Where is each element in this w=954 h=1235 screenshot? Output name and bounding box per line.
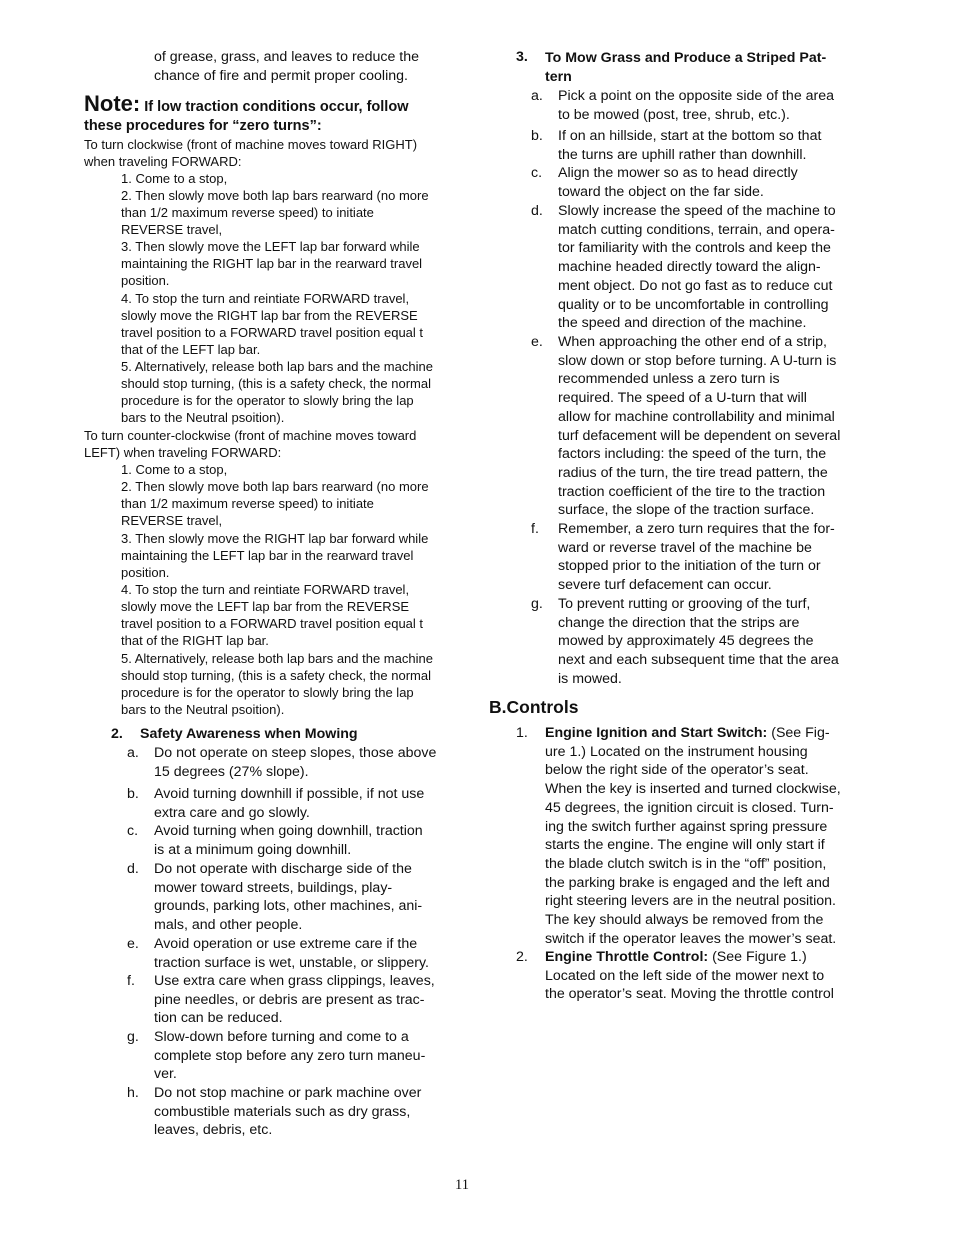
manual-page: of grease, grass, and leaves to reduce the chance of fire and permit proper cooling. Note: If low traction conditions occur, follow these procedures for “zero turns”: To turn clockwise (front of machine moves toward RIGHT) when traveling FORWARD: 1. Come to a stop, 2. Then slowly move both lap bars rearward (no more than 1/2 maximum reverse speed) to initiate REVERSE travel, 3. Then slowly move the LEFT lap bar forward while maintaining the RIGHT lap bar in the rearward travel position. 4. To stop the turn and reintiate FORWARD travel, slowly move the RIGHT lap bar from the REVERSE travel position to a FORWARD travel position equal t that of the LEFT lap bar. 5. Alternatively, release both lap bars and the machine should stop turning, (this is a safety check, the normal procedure is for the operator to slowly bring the lap bars to the Neutral psoition). To turn counter-clockwise (front of machine moves toward LEFT) when traveling FORWARD: 1. Come to a stop, 2. Then slowly move both lap bars rearward (no more than 1/2 maximum reverse speed) to initiate REVERSE travel, 3. Then slowly move the RIGHT lap bar forward while maintaining the LEFT lap bar in the rearward travel position. 4. To stop the turn and reintiate FORWARD travel, slowly move the LEFT lap bar from the REVERSE travel position to a FORWARD travel position equal t that of the RIGHT lap bar. 5. Alternatively, release both lap bars and the machine should stop turning, (this is a safety check, the normal procedure is for the operator to slowly bring the lap bars to the Neutral psoition). 2. Safety Awareness when Mowing a. Do not operate on steep slopes, those above 15 degrees (27% slope). b. Avoid turning downhill if possible, if not use extra care and go slowly. c. Avoid turning when going downhill, traction is at a minimum going downhill. d. Do not operate with discharge side of the mower toward streets, buildings, play- grounds, parking lots, other machines, ani- mals, and other people. e. Avoid operation or use extreme care if the traction surface is wet, unstable, or slippery. f. Use extra care when grass clippings, leaves, pine needles, or debris are present as trac- tion can be reduced. g. Slow-down before turning and come to a complete stop before any zero turn maneu- ver. h. Do not stop machine or park machine over combustible materials such as dry grass, leaves, debris, etc. 3. To Mow Grass and Produce a Striped Pat- tern a. Pick a point on the opposite side of the area to be mowed (post, tree, shrub, etc.). b. If on an hillside, start at the bottom so that the turns are uphill rather than downhill. c. Align the mower so as to head directly toward the object on the far side. d. Slowly increase the speed of the machine to match cutting conditions, terrain, and opera- tor familiarity with the controls and keep the machine headed directly toward the align- ment object. Do not go fast as to reduce cut quality or to be uncomfortable in controlling the speed and direction of the machine. e. When approaching the other end of a strip, slow down or stop before turning. A U-turn is recommended unless a zero turn is required. The speed of a U-turn that will allow for machine controllability and minimal turf defacement will be dependent on several factors including: the speed of the turn, the radius of the turn, the tire tread pattern, the traction coefficient of the tire to the traction surface, the slope of the traction surface. f. Remember, a zero turn requires that the for- ward or reverse travel of the machine be stopped prior to the initiation of the turn or severe turf defacement can occur. g. To prevent rutting or grooving of the turf, change the direction that the strips are mowed by approximately 45 degrees the next and each subsequent time that the area is mowed. B.Controls 1. Engine Ignition and Start Switch: (See Fig- ure 1.) Located on the instrument housing below the right side of the operator’s seat. When the key is inserted and turned clockwise, 45 degrees, the ignition circuit is closed. Turn- ing the switch further against spring pressure starts the engine. The engine will only start if the blade clutch switch is in the “off” position, the parking brake is engaged and the left and right steering levers are in the neutral position. The key should always be removed from the switch if the operator leaves the mower’s seat. 2. Engine Throttle Control: (See Figure 1.) Located on the left side of the mower next to the operator’s seat. Moving the throttle control 11 [0,0,954,1235]
stripes-section-title: To Mow Grass and Produce a Striped Pat- tern [545,50,827,85]
counter-step-3: 3. Then slowly move the RIGHT lap bar forward while maintaining the LEFT lap bar in the rearward travel position. [121,531,429,581]
clockwise-step-2: 2. Then slowly move both lap bars rearward (no more than 1/2 maximum reverse speed) to initiate REVERSE travel, [121,188,429,238]
clockwise-step-5: 5. Alternatively, release both lap bars and the machine should stop turning, (this is a safety check, the normal procedure is for the operator to slowly bring the lap bars to the Neutral psoition). [121,359,433,426]
clockwise-step-4: 4. To stop the turn and reintiate FORWARD travel, slowly move the RIGHT lap bar from the REVERSE travel position to a FORWARD travel position equal t that of the LEFT lap bar. [121,291,424,358]
clockwise-intro: To turn clockwise (front of machine moves toward RIGHT) when traveling FORWARD: [84,137,418,170]
controls-item-2-first-line: Engine Throttle Control: (See Figure 1.) [545,949,807,965]
counter-step-4: 4. To stop the turn and reintiate FORWARD travel, slowly move the LEFT lap bar from the REVERSE travel position to a FORWARD travel position equal t that of the RIGHT lap bar. [121,582,424,649]
safety-section-title: Safety Awareness when Mowing [140,726,358,742]
note-heading [84,91,408,117]
page-number: 11 [455,1177,469,1193]
clockwise-step-1: 1. Come to a stop, [121,171,228,186]
controls-heading: B.Controls [489,697,579,717]
controls-item-2-body: Located on the left side of the mower next to the operator’s seat. Moving the throttle control [545,967,834,1003]
counter-intro: To turn counter-clockwise (front of machine moves toward LEFT) when traveling FORWARD: [84,428,417,461]
clockwise-step-3: 3. Then slowly move the LEFT lap bar forward while maintaining the RIGHT lap bar in the rearward travel position. [121,239,423,289]
note-heading-line1: If low traction conditions occur, follow [140,99,409,115]
counter-step-1: 1. Come to a stop, [121,462,228,477]
safety-section-number: 2. [111,726,123,742]
note-heading-line2: these procedures for “zero turns”: [84,118,322,134]
note-label: Note: [84,91,141,116]
controls-item-1-first-line: Engine Ignition and Start Switch: (See Fig- [545,725,830,741]
counter-step-5: 5. Alternatively, release both lap bars and the machine should stop turning, (this is a safety check, the normal procedure is for the operator to slowly bring the lap bars to the Neutral psoition). [121,651,433,718]
controls-item-1-body: ure 1.) Located on the instrument housing below the right side of the operator’s seat. When the key is inserted and turned clockwise, 45 degrees, the ignition circuit is closed. Turn- ing the switch further against spring pressure starts the engine. The engine will only start if the blade clutch switch is in the “off” position, the parking brake is engaged and the left and right steering levers are in the neutral position. The key should always be removed from the switch if the operator leaves the mower’s seat. [545,743,841,947]
counter-step-2: 2. Then slowly move both lap bars rearward (no more than 1/2 maximum reverse speed) to initiate REVERSE travel, [121,479,429,529]
controls-item-1-title: Engine Ignition and Start Switch: [545,725,768,741]
controls-item-2-title: Engine Throttle Control: [545,949,709,965]
intro-text: of grease, grass, and leaves to reduce the chance of fire and permit proper cooling. [154,49,419,84]
stripes-section-number: 3. [516,49,528,65]
